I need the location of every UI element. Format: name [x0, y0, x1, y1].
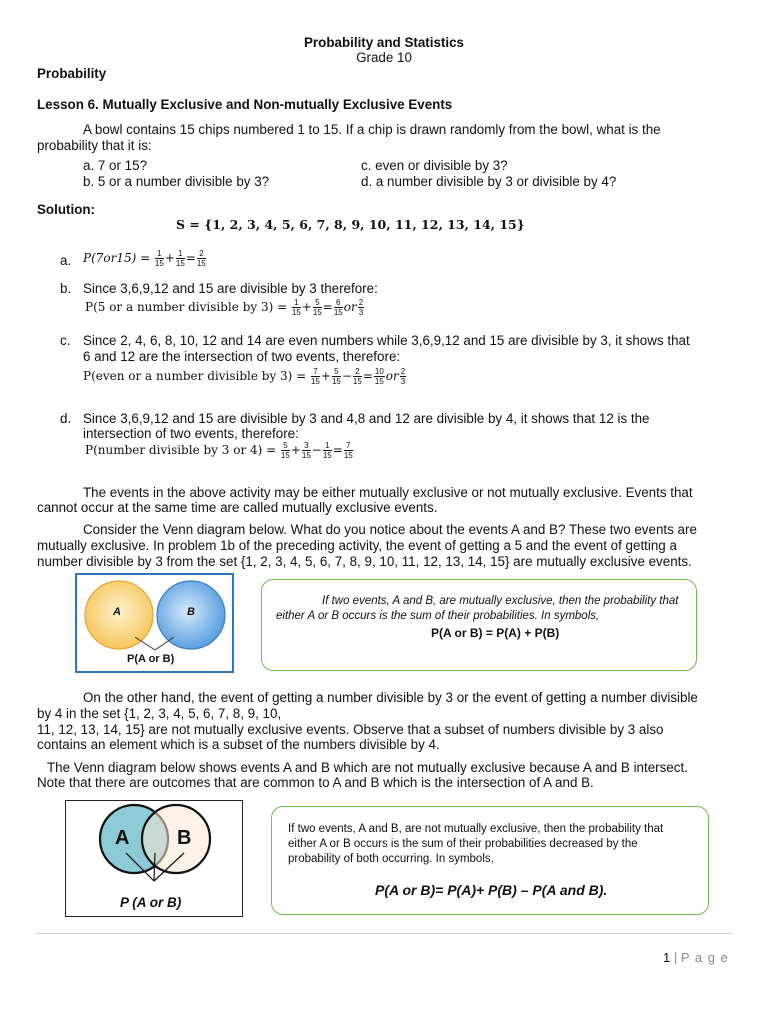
- page-label: P a g e: [680, 950, 729, 965]
- paragraph-line: On the other hand, the event of getting a number divisible by 3 or the event of getting a number divisible: [83, 690, 698, 705]
- solution-b-label: b.: [60, 281, 72, 296]
- venn-diagram-exclusive: [75, 573, 234, 673]
- solution-c-label: c.: [60, 333, 71, 348]
- page-number: 1: [663, 950, 671, 965]
- solution-c-formula: P(even or a number divisible by 3) = $\frac{7}{15}$ + $\frac{5}{15}$ − $\frac{2}{15}$ = $\frac{10}{15}$ or $\frac{2}{3}$: [83, 367, 406, 386]
- venn-diagram-nonexclusive: [65, 800, 243, 917]
- solution-d-text: intersection of two events, therefore:: [83, 426, 299, 441]
- problem-item-a: a. 7 or 15?: [83, 158, 148, 173]
- rule-text: probability of both occurring. In symbols,: [288, 853, 494, 865]
- circle-b: [142, 805, 210, 873]
- venn-label-a: A: [115, 827, 130, 849]
- problem-line: A bowl contains 15 chips numbered 1 to 15. If a chip is drawn randomly from the bowl, what is the: [83, 122, 661, 137]
- solution-a-formula: P(7or15) = $\frac{1}{15}$ + $\frac{1}{15}$ = $\frac{2}{15}$: [83, 249, 206, 268]
- venn-label-b: B: [177, 827, 192, 849]
- problem-item-d: d. a number divisible by 3 or divisible by 4?: [361, 174, 617, 189]
- page-footer: [663, 950, 729, 965]
- problem-line: probability that it is:: [37, 138, 152, 153]
- paragraph-line: Consider the Venn diagram below. What do you notice about the events A and B? These two events are: [83, 522, 697, 537]
- rule-box-exclusive: [261, 579, 697, 671]
- page-separator: |: [673, 950, 678, 965]
- doc-subtitle: Grade 10: [356, 50, 412, 65]
- paragraph-line: The events in the above activity may be either mutually exclusive or not mutually exclusive. Events that: [83, 485, 693, 500]
- solution-b-text: Since 3,6,9,12 and 15 are divisible by 3 therefore:: [83, 281, 378, 296]
- rule-text: If two events, A and B, are not mutually exclusive, then the probability that: [288, 823, 664, 835]
- rule-formula: P(A or B)= P(A)+ P(B) – P(A and B).: [375, 882, 608, 898]
- solution-b-formula: P(5 or a number divisible by 3) = $\frac{1}{15}$ + $\frac{5}{15}$ = $\frac{6}{15}$ or $\frac{2}{3}$: [85, 298, 364, 317]
- paragraph-line: contains an element which is a subset of the numbers divisible by 4.: [37, 737, 440, 752]
- rule-text: If two events, A and B, are mutually exclusive, then the probability that: [322, 595, 679, 607]
- paragraph-line: by 4 in the set {1, 2, 3, 4, 5, 6, 7, 8, 9, 10,: [37, 706, 282, 721]
- solution-c-text: 6 and 12 are the intersection of two events, therefore:: [83, 349, 401, 364]
- rule-text: either A or B occurs is the sum of their probabilities decreased by the: [288, 838, 638, 850]
- solution-c-text: Since 2, 4, 6, 8, 10, 12 and 14 are even numbers while 3,6,9,12 and 15 are divisible by 3, it shows that: [83, 333, 690, 348]
- paragraph-line: Note that there are outcomes that are common to A and B which is the intersection of A and B.: [37, 775, 594, 790]
- pointer-line: [155, 637, 174, 650]
- paragraph-line: The Venn diagram below shows events A and B which are not mutually exclusive because A and B intersect.: [47, 760, 688, 775]
- rule-formula: P(A or B) = P(A) + P(B): [431, 626, 560, 640]
- problem-item-b: b. 5 or a number divisible by 3?: [83, 174, 270, 189]
- lesson-heading: Lesson 6. Mutually Exclusive and Non-mutually Exclusive Events: [37, 97, 453, 112]
- solution-label: Solution:: [37, 202, 96, 217]
- venn-caption: P (A or B): [120, 895, 182, 910]
- solution-d-label: d.: [60, 411, 72, 426]
- problem-item-c: c. even or divisible by 3?: [361, 158, 508, 173]
- solution-d-text: Since 3,6,9,12 and 15 are divisible by 3 and 4,8 and 12 are divisible by 4, it shows that 12 is the: [83, 411, 650, 426]
- paragraph-line: 11, 12, 13, 14, 15} are not mutually exclusive events. Observe that a subset of numbers divisible by 3 also: [37, 722, 664, 737]
- section-heading: Probability: [37, 66, 107, 81]
- solution-a-label: a.: [60, 253, 72, 268]
- paragraph-line: number divisible by 3 from the set {1, 2, 3, 4, 5, 6, 7, 8, 9, 10, 11, 12, 13, 14, 15} are mutually exclusive events.: [37, 554, 692, 569]
- venn-label-a: A: [113, 606, 121, 618]
- venn-label-b: B: [187, 606, 195, 618]
- rule-box-nonexclusive: [271, 806, 709, 915]
- footer-divider: [36, 933, 732, 934]
- sample-space: S = {1, 2, 3, 4, 5, 6, 7, 8, 9, 10, 11, 12, 13, 14, 15}: [176, 217, 525, 232]
- venn-caption: P(A or B): [127, 653, 175, 665]
- doc-title: Probability and Statistics: [304, 35, 464, 50]
- paragraph-line: mutually exclusive. In problem 1b of the preceding activity, the event of getting a 5 and the event of getting a: [37, 538, 677, 553]
- solution-d-formula: P(number divisible by 3 or 4) = $\frac{5}{15}$ + $\frac{3}{15}$ − $\frac{1}{15}$ = $\frac{7}{15}$: [85, 441, 353, 460]
- paragraph-line: cannot occur at the same time are called mutually exclusive events.: [37, 500, 438, 515]
- rule-text: either A or B occurs is the sum of their probabilities. In symbols,: [276, 610, 600, 622]
